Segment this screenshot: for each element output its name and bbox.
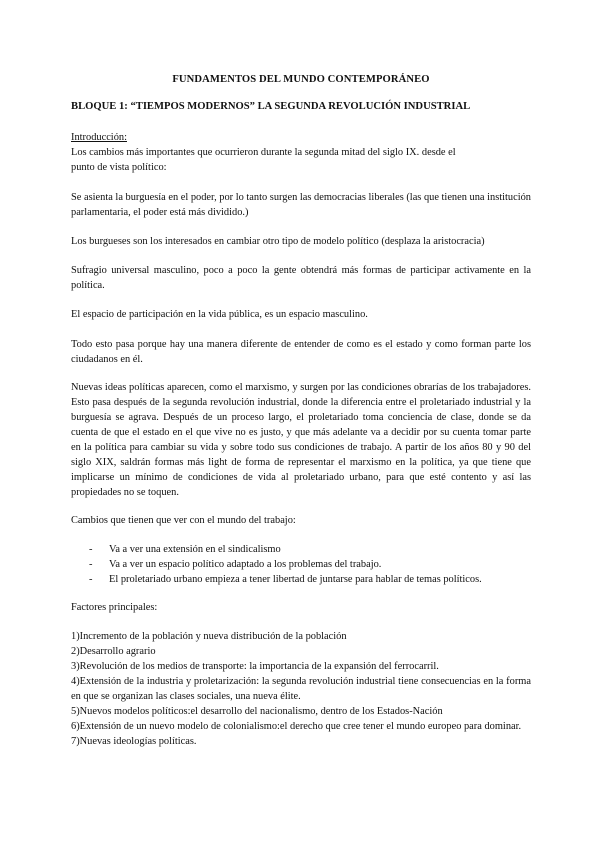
list-item-text: Va a ver una extensión en el sindicalismo — [109, 544, 281, 555]
paragraph-sufragio: Sufragio universal masculino, poco a poco la gente obtendrá más formas de participar activamente en la política. — [71, 265, 531, 291]
list-item: 2)Desarrollo agrario — [71, 646, 156, 657]
intro-line-1: Los cambios más importantes que ocurrieron durante la segunda mitad del siglo IX. desde el — [71, 147, 456, 158]
factors-heading: Factores principales: — [71, 602, 158, 613]
paragraph-burgueses-interesados: Los burgueses son los interesados en cambiar otro tipo de modelo político (desplaza la aristocracia) — [71, 236, 485, 247]
list-item — [89, 557, 529, 572]
paragraph-burguesia-poder: Se asienta la burguesía en el poder, por lo tanto surgen las democracias liberales (las que tienen una institución parlamentaria, el poder está más dividido.) — [71, 192, 531, 218]
dash-bullet: - — [89, 544, 93, 555]
dash-bullet: - — [89, 559, 93, 570]
list-item: 4)Extensión de la industria y proletarización: la segunda revolución industrial tiene consecuencias en la forma en que se organizan las clases sociales, una nueva élite. — [71, 676, 531, 702]
changes-heading: Cambios que tienen que ver con el mundo del trabajo: — [71, 515, 296, 526]
list-item — [89, 572, 529, 587]
document-subtitle: BLOQUE 1: “TIEMPOS MODERNOS” LA SEGUNDA REVOLUCIÓN INDUSTRIAL — [71, 101, 471, 112]
intro-line-2: punto de vista político: — [71, 162, 167, 173]
list-item-text: Va a ver un espacio político adaptado a los problemas del trabajo. — [109, 559, 382, 570]
changes-list — [89, 542, 529, 587]
list-item: 7)Nuevas ideologías políticas. — [71, 736, 197, 747]
dash-bullet: - — [89, 574, 93, 585]
intro-heading: Introducción: — [71, 132, 127, 143]
paragraph-espacio-masculino: El espacio de participación en la vida pública, es un espacio masculino. — [71, 309, 368, 320]
list-item: 1)Incremento de la población y nueva distribución de la población — [71, 631, 347, 642]
list-item: 6)Extensión de un nuevo modelo de colonialismo:el derecho que cree tener el mundo europeo para dominar. — [71, 721, 522, 732]
document-title: FUNDAMENTOS DEL MUNDO CONTEMPORÁNEO — [172, 74, 430, 85]
factors-list — [71, 629, 531, 749]
document-page — [71, 0, 531, 848]
list-item — [89, 542, 529, 557]
paragraph-estado: Todo esto pasa porque hay una manera diferente de entender de como es el estado y como forman parte los ciudadanos en él. — [71, 339, 531, 365]
list-item: 3)Revolución de los medios de transporte: la importancia de la expansión del ferrocarril. — [71, 661, 439, 672]
list-item: 5)Nuevos modelos políticos:el desarrollo del nacionalismo, dentro de los Estados-Nación — [71, 706, 443, 717]
paragraph-nuevas-ideas: Nuevas ideas políticas aparecen, como el marxismo, y surgen por las condiciones obrarías de los trabajadores. Esto pasa después de la segunda revolución industrial, donde la diferencia entre el proletariado industrial y la burguesía se agrava. Después de un proceso largo, el proletariado toma conciencia de clase, donde se da cuenta de que el estado en el que vive no es justo, y que más adelante va a decidir por su cuenta tomar parte en la política para cambiar su vida y sobre todo sus condiciones de trabajo. A partir de los años 80 y 90 del siglo XIX, saldrán formas más light de forma de representar el marxismo en la política, ya que tiene que implicarse un mínimo de condiciones de vida al proletariado urbano, para que esté contento y así las propiedades no se toquen. — [71, 382, 531, 498]
intro-section — [71, 130, 531, 175]
list-item-text: El proletariado urbano empieza a tener libertad de juntarse para hablar de temas políticos. — [109, 574, 482, 585]
